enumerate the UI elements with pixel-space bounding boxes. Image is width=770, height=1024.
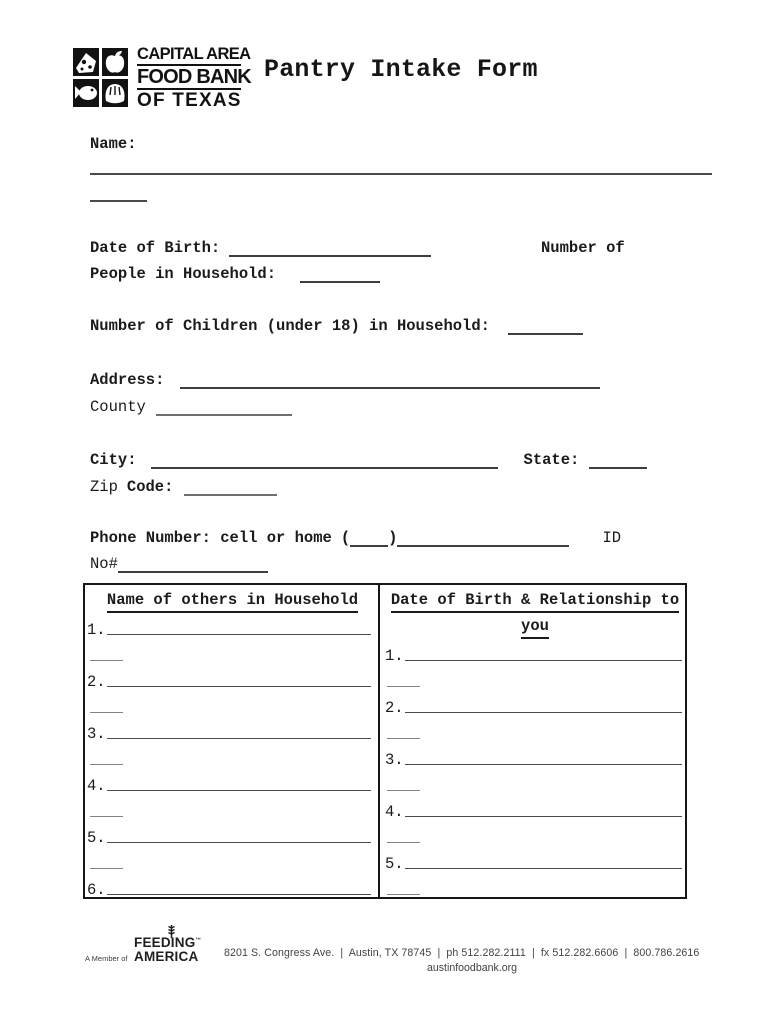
phone-open-paren: ( bbox=[340, 529, 351, 547]
footer-website[interactable]: austinfoodbank.org bbox=[426, 962, 518, 974]
dob-write-line[interactable] bbox=[229, 240, 431, 257]
area-code-write-line[interactable] bbox=[350, 530, 388, 547]
america-text: AMERICA bbox=[134, 949, 199, 965]
footer-address: 8201 S. Congress Ave. | Austin, TX 78745 | ph 512.282.2111 | fx 512.282.6606 | 800.786.2616 bbox=[224, 947, 700, 959]
table-row bbox=[385, 743, 685, 769]
row-write-line[interactable] bbox=[405, 660, 682, 661]
table-row bbox=[87, 769, 378, 795]
row-number: 4. bbox=[385, 802, 404, 821]
row-write-line[interactable] bbox=[405, 868, 682, 869]
id-no-label: No# bbox=[90, 555, 118, 573]
phone-close-paren: ) bbox=[388, 529, 398, 547]
table-row bbox=[87, 613, 378, 639]
row-continuation-line[interactable] bbox=[387, 894, 420, 895]
row-number: 4. bbox=[87, 776, 106, 795]
bread-icon bbox=[102, 79, 128, 107]
dob-relationship-column bbox=[380, 585, 685, 897]
city-write-line[interactable] bbox=[151, 452, 498, 469]
number-of-label: Number of bbox=[541, 239, 625, 257]
row-number: 1. bbox=[385, 646, 404, 665]
row-write-line[interactable] bbox=[405, 816, 682, 817]
zip-code-label: Code: bbox=[126, 478, 174, 496]
children-write-line[interactable] bbox=[508, 318, 583, 335]
address-label: Address: bbox=[90, 371, 165, 389]
table-row bbox=[385, 795, 685, 821]
address-write-line[interactable] bbox=[180, 372, 600, 389]
phone-label: Phone Number: cell or home bbox=[90, 529, 332, 547]
household-members-table bbox=[83, 583, 687, 899]
county-label: County bbox=[90, 398, 146, 416]
table-row bbox=[385, 847, 685, 873]
row-number: 2. bbox=[87, 672, 106, 691]
feeding-text: FEEDING bbox=[134, 935, 196, 950]
page-title: Pantry Intake Form bbox=[264, 55, 538, 84]
row-number: 1. bbox=[87, 620, 106, 639]
city-label: City: bbox=[90, 451, 137, 469]
people-write-line[interactable] bbox=[300, 266, 380, 283]
row-continuation-line[interactable] bbox=[90, 868, 123, 869]
id-label: ID bbox=[602, 529, 622, 547]
row-continuation-line[interactable] bbox=[90, 816, 123, 817]
row-number: 3. bbox=[87, 724, 106, 743]
state-label: State: bbox=[523, 451, 580, 469]
row-write-line[interactable] bbox=[107, 894, 371, 895]
table-column-header: Name of others in Household bbox=[107, 592, 358, 613]
wordmark-line-3: OF TEXAS bbox=[137, 89, 242, 111]
county-write-line[interactable] bbox=[156, 399, 292, 416]
row-number: 3. bbox=[385, 750, 404, 769]
phone-write-line[interactable] bbox=[397, 530, 569, 547]
table-column-header: you bbox=[521, 618, 549, 639]
wordmark-line-2: FOOD BANK bbox=[137, 65, 251, 88]
people-in-household-label: People in Household: bbox=[90, 265, 277, 283]
row-number: 5. bbox=[385, 854, 404, 873]
row-write-line[interactable] bbox=[405, 712, 682, 713]
food-bank-wordmark bbox=[137, 45, 251, 112]
table-row bbox=[385, 639, 685, 665]
table-column-header: Date of Birth & Relationship to bbox=[391, 592, 679, 613]
wordmark-line-1: CAPITAL AREA bbox=[137, 46, 241, 66]
row-write-line[interactable] bbox=[107, 842, 371, 843]
name-write-line[interactable] bbox=[90, 173, 712, 175]
row-continuation-line[interactable] bbox=[387, 790, 420, 791]
trademark-symbol: ™ bbox=[195, 937, 202, 944]
row-continuation-line[interactable] bbox=[90, 764, 123, 765]
table-row bbox=[87, 821, 378, 847]
row-continuation-line[interactable] bbox=[387, 686, 420, 687]
row-continuation-line[interactable] bbox=[387, 738, 420, 739]
row-number: 5. bbox=[87, 828, 106, 847]
feeding-america-logo bbox=[134, 936, 201, 964]
apple-icon bbox=[102, 48, 128, 76]
food-bank-logo bbox=[73, 48, 128, 107]
zip-write-line[interactable] bbox=[184, 479, 277, 496]
row-write-line[interactable] bbox=[107, 790, 371, 791]
row-number: 2. bbox=[385, 698, 404, 717]
row-write-line[interactable] bbox=[107, 738, 371, 739]
cheese-icon bbox=[73, 48, 99, 76]
dob-label: Date of Birth: bbox=[90, 239, 221, 257]
children-label: Number of Children (under 18) in Household: bbox=[90, 317, 490, 335]
household-names-column bbox=[85, 585, 380, 897]
member-of-label: A Member of bbox=[85, 954, 128, 963]
row-write-line[interactable] bbox=[107, 634, 371, 635]
row-number: 6. bbox=[87, 880, 106, 899]
name-continuation-line[interactable] bbox=[90, 200, 147, 202]
name-label: Name: bbox=[90, 135, 137, 153]
zip-label: Zip bbox=[90, 478, 118, 496]
id-no-write-line[interactable] bbox=[118, 556, 268, 573]
row-write-line[interactable] bbox=[107, 686, 371, 687]
table-row bbox=[87, 873, 378, 899]
row-continuation-line[interactable] bbox=[90, 660, 123, 661]
row-write-line[interactable] bbox=[405, 764, 682, 765]
state-write-line[interactable] bbox=[589, 452, 647, 469]
fish-icon bbox=[73, 79, 99, 107]
table-row bbox=[385, 691, 685, 717]
table-row bbox=[87, 665, 378, 691]
row-continuation-line[interactable] bbox=[387, 842, 420, 843]
table-row bbox=[87, 717, 378, 743]
row-continuation-line[interactable] bbox=[90, 712, 123, 713]
